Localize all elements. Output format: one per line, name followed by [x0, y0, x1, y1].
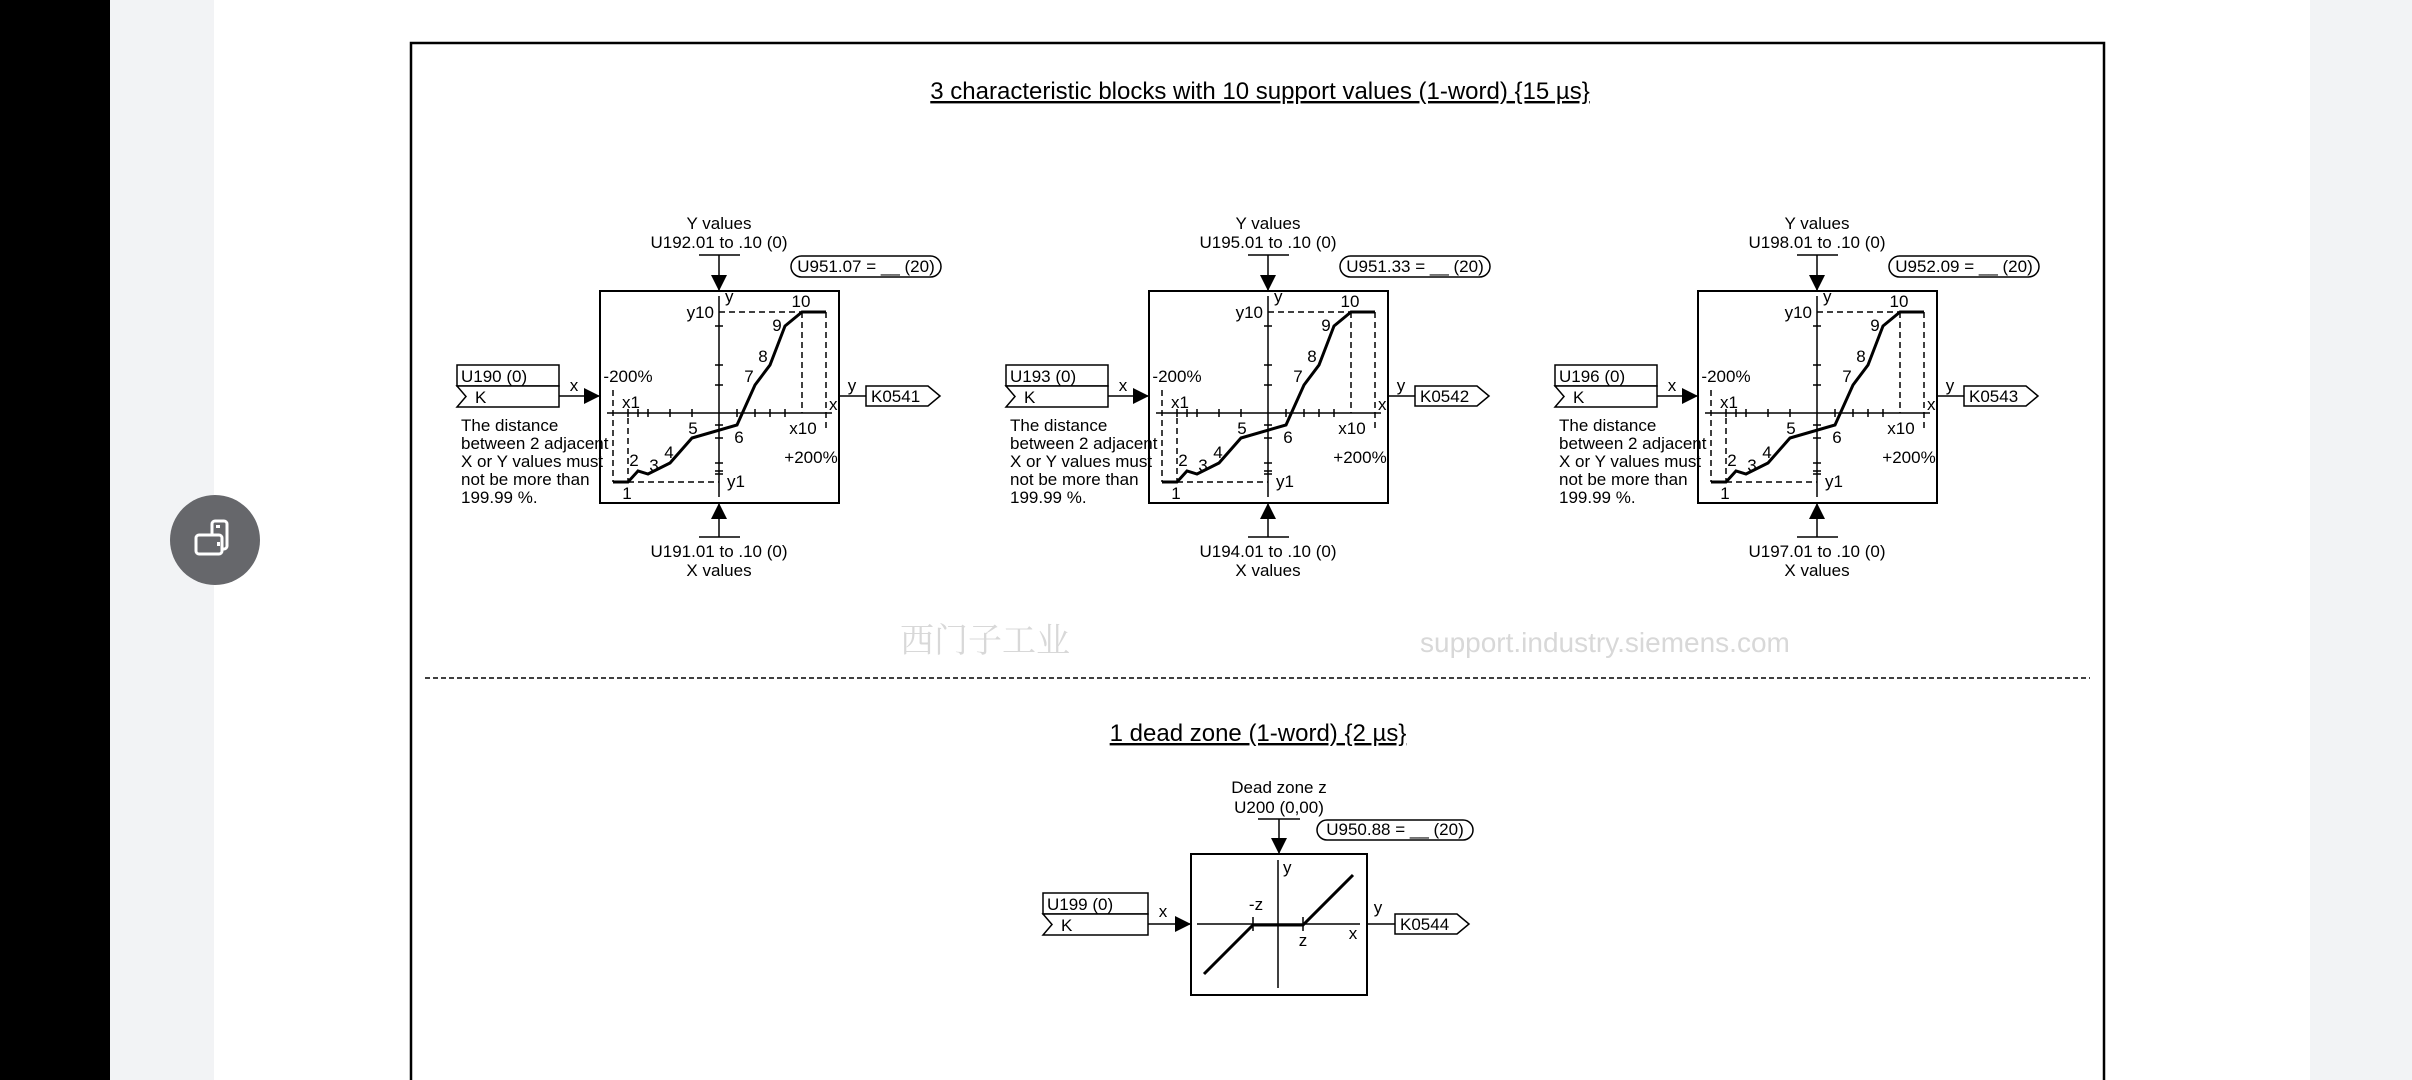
section-title-characteristic: 3 characteristic blocks with 10 support values (1-word) {15 µs}	[930, 78, 1590, 105]
output-connector-label: K0544	[1400, 915, 1450, 934]
support-point-label: 5	[1786, 419, 1796, 438]
support-point-label: 7	[1293, 367, 1303, 386]
x-values-param: U194.01 to .10 (0)	[1199, 542, 1337, 561]
y-axis-label: y	[725, 287, 734, 306]
characteristic-block	[1006, 214, 1490, 580]
note-line: between 2 adjacent	[1010, 434, 1158, 453]
y-axis-label: y	[1823, 287, 1832, 306]
characteristic-block	[1555, 214, 2039, 580]
neg-limit-label: -200%	[603, 367, 653, 386]
connector-type-label: K	[1573, 388, 1585, 407]
support-point-label: 6	[1832, 428, 1842, 447]
support-point-label: 4	[664, 443, 674, 462]
connector-type-label: K	[1061, 916, 1073, 935]
support-point-label: 5	[1237, 419, 1247, 438]
x-axis-label: x	[1348, 924, 1358, 943]
x1-label: x1	[1171, 393, 1189, 412]
support-point-label: 3	[649, 456, 659, 475]
x1-label: x1	[622, 393, 640, 412]
support-point-label: 3	[1747, 456, 1757, 475]
y1-label: y1	[727, 472, 745, 491]
characteristic-blocks	[457, 214, 2039, 580]
support-point-label: 2	[629, 451, 639, 470]
characteristic-block	[457, 214, 941, 580]
x-values-label: X values	[1235, 561, 1301, 580]
connector-type-label: K	[1024, 388, 1036, 407]
support-point-label: 8	[1856, 347, 1866, 366]
dead-zone-param: U200 (0,00)	[1234, 798, 1324, 817]
output-connector-label: K0541	[871, 387, 921, 406]
y1-label: y1	[1825, 472, 1843, 491]
pos-limit-label: +200%	[1333, 448, 1387, 467]
output-y-label: y	[1945, 376, 1955, 395]
support-point-label: 6	[734, 428, 744, 447]
connector-type-box	[1043, 914, 1148, 935]
x-values-label: X values	[1784, 561, 1850, 580]
y-values-label: Y values	[1784, 214, 1850, 233]
x-values-label: X values	[686, 561, 752, 580]
support-point-label: 10	[791, 292, 811, 311]
support-point-label: 2	[1727, 451, 1737, 470]
y10-label: y10	[1784, 303, 1812, 322]
input-param-label: U190 (0)	[461, 367, 528, 386]
neg-z-label: -z	[1248, 895, 1264, 914]
x10-label: x10	[1338, 419, 1366, 438]
support-point-label: 9	[1870, 316, 1880, 335]
note-line: The distance	[1010, 416, 1108, 435]
support-point-label: 6	[1283, 428, 1293, 447]
rotate-screen-button[interactable]	[170, 495, 260, 585]
y10-label: y10	[1235, 303, 1263, 322]
input-param-label: U196 (0)	[1559, 367, 1626, 386]
x1-label: x1	[1720, 393, 1738, 412]
pos-z-label: z	[1298, 931, 1308, 950]
y-values-param: U195.01 to .10 (0)	[1199, 233, 1337, 252]
support-point-label: 1	[1171, 484, 1181, 503]
watermark	[900, 622, 1790, 660]
support-point-label: 3	[1198, 456, 1208, 475]
parameter-pill-label: U951.07 = __ (20)	[797, 257, 935, 276]
connector-type-label: K	[475, 388, 487, 407]
support-point-label: 4	[1762, 443, 1772, 462]
x-input-label: x	[1158, 902, 1168, 921]
x-axis-label: x	[1378, 395, 1387, 414]
output-y-label: y	[847, 376, 857, 395]
dead-zone-block	[1043, 778, 1473, 995]
connector-type-box	[1006, 386, 1108, 407]
note-line: X or Y values must	[1559, 452, 1702, 471]
support-point-label: 8	[1307, 347, 1317, 366]
output-connector-label: K0543	[1969, 387, 2019, 406]
note-line: 199.99 %.	[1559, 488, 1636, 507]
pos-limit-label: +200%	[1882, 448, 1936, 467]
y-values-param: U192.01 to .10 (0)	[650, 233, 788, 252]
support-point-label: 5	[688, 419, 698, 438]
note-line: The distance	[1559, 416, 1657, 435]
support-point-label: 1	[622, 484, 632, 503]
note-line: not be more than	[461, 470, 590, 489]
support-point-label: 10	[1340, 292, 1360, 311]
note-line: The distance	[461, 416, 559, 435]
note-line: between 2 adjacent	[461, 434, 609, 453]
y10-label: y10	[686, 303, 714, 322]
parameter-pill-label: U950.88 = __ (20)	[1326, 820, 1464, 839]
section-title-dead-zone: 1 dead zone (1-word) {2 µs}	[1109, 720, 1407, 747]
input-param-label: U193 (0)	[1010, 367, 1077, 386]
x-values-param: U197.01 to .10 (0)	[1748, 542, 1886, 561]
rotate-screen-icon	[192, 517, 238, 563]
neg-limit-label: -200%	[1152, 367, 1202, 386]
neg-limit-label: -200%	[1701, 367, 1751, 386]
output-connector-label: K0542	[1420, 387, 1470, 406]
input-param-label: U199 (0)	[1047, 895, 1114, 914]
dead-zone-label: Dead zone z	[1231, 778, 1327, 797]
watermark-cn: 西门子工业	[900, 622, 1070, 660]
note-line: 199.99 %.	[1010, 488, 1087, 507]
note-line: not be more than	[1010, 470, 1139, 489]
support-point-label: 7	[1842, 367, 1852, 386]
note-line: not be more than	[1559, 470, 1688, 489]
y1-label: y1	[1276, 472, 1294, 491]
watermark-url: support.industry.siemens.com	[1420, 627, 1790, 658]
x10-label: x10	[1887, 419, 1915, 438]
connector-type-box	[457, 386, 559, 407]
pos-limit-label: +200%	[784, 448, 838, 467]
x-axis-label: x	[1927, 395, 1936, 414]
support-point-label: 2	[1178, 451, 1188, 470]
y-axis-label: y	[1274, 287, 1283, 306]
y-values-param: U198.01 to .10 (0)	[1748, 233, 1886, 252]
x-input-label: x	[1118, 376, 1128, 395]
support-point-label: 4	[1213, 443, 1223, 462]
y-values-label: Y values	[686, 214, 752, 233]
support-point-label: 9	[772, 316, 782, 335]
support-point-label: 7	[744, 367, 754, 386]
x-input-label: x	[1667, 376, 1677, 395]
x-values-param: U191.01 to .10 (0)	[650, 542, 788, 561]
output-y-label: y	[1396, 376, 1406, 395]
x-axis-label: x	[829, 395, 838, 414]
parameter-pill-label: U951.33 = __ (20)	[1346, 257, 1484, 276]
support-point-label: 8	[758, 347, 768, 366]
x10-label: x10	[789, 419, 817, 438]
note-line: between 2 adjacent	[1559, 434, 1707, 453]
note-line: X or Y values must	[461, 452, 604, 471]
output-y-label: y	[1373, 898, 1383, 917]
support-point-label: 9	[1321, 316, 1331, 335]
y-axis-label: y	[1283, 858, 1292, 877]
connector-type-box	[1555, 386, 1657, 407]
support-point-label: 1	[1720, 484, 1730, 503]
y-values-label: Y values	[1235, 214, 1301, 233]
parameter-pill-label: U952.09 = __ (20)	[1895, 257, 2033, 276]
support-point-label: 10	[1889, 292, 1909, 311]
x-input-label: x	[569, 376, 579, 395]
note-line: X or Y values must	[1010, 452, 1153, 471]
note-line: 199.99 %.	[461, 488, 538, 507]
